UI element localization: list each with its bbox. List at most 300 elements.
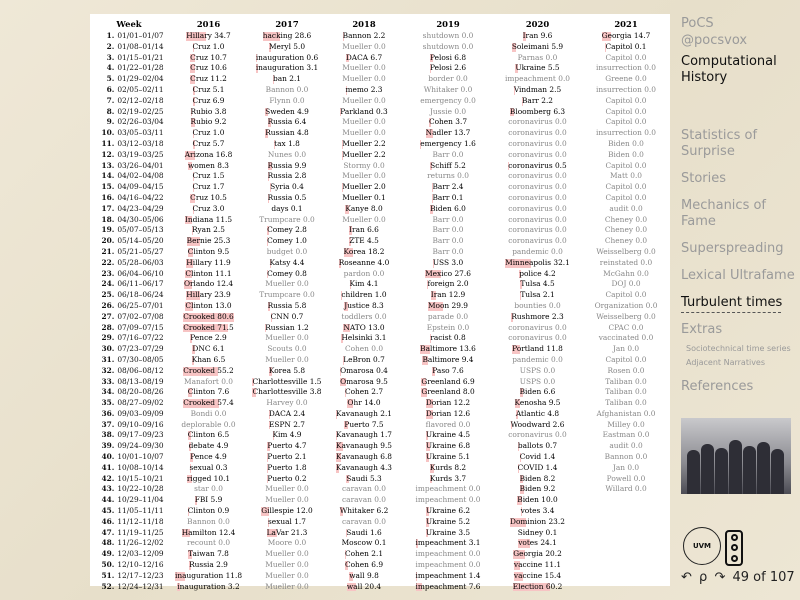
nav-adjacent-narratives[interactable]: Adjacent Narratives — [686, 358, 766, 367]
week-cell — [90, 258, 168, 269]
term-cell — [582, 409, 670, 420]
week-range: 06/04–06/10 — [117, 268, 164, 278]
term-text: Cruz 10.5 — [190, 192, 227, 202]
term-cell — [582, 258, 670, 269]
term-cell — [325, 312, 403, 323]
term-text: Capitol 0.0 — [605, 52, 647, 62]
term-text: debate 4.9 — [188, 441, 229, 451]
term-text: Kenosha 9.5 — [514, 398, 561, 408]
nav-sociotechnical-time-series[interactable]: Sociotechnical time series — [686, 344, 791, 353]
term-text: Moscow 0.1 — [341, 538, 387, 548]
term-text: Kavanaugh 9.5 — [335, 441, 393, 451]
term-text: impeachment 0.0 — [505, 74, 570, 84]
term-cell — [325, 204, 403, 215]
week-number: 9. — [106, 117, 115, 127]
term-cell — [325, 31, 403, 42]
term-cell — [168, 31, 249, 42]
term-cell — [325, 182, 403, 193]
term-cell — [493, 31, 582, 42]
term-text: Cruz 1.7 — [192, 182, 225, 192]
week-number: 15. — [101, 182, 115, 192]
table-row — [90, 441, 670, 452]
term-text: Pence 4.9 — [190, 452, 227, 462]
term-text: Charlottesville 1.5 — [252, 376, 322, 386]
week-range: 10/08–10/14 — [117, 462, 164, 472]
term-cell — [168, 409, 249, 420]
week-range: 05/21–05/27 — [117, 246, 164, 256]
term-cell — [249, 225, 325, 236]
week-cell — [90, 279, 168, 290]
nav-references[interactable]: References — [681, 379, 754, 394]
term-cell — [249, 182, 325, 193]
term-cell — [493, 538, 582, 549]
term-cell — [325, 430, 403, 441]
week-cell — [90, 74, 168, 85]
term-cell — [403, 150, 493, 161]
term-text: Hillary 11.9 — [186, 257, 231, 267]
week-range: 07/23–07/29 — [117, 344, 164, 354]
term-text: Paso 7.6 — [432, 365, 464, 375]
week-cell — [90, 420, 168, 431]
nav-stories[interactable]: Stories — [681, 171, 727, 186]
term-text: Capitol 0.0 — [605, 95, 647, 105]
term-text: Dorian 12.6 — [425, 408, 471, 418]
term-text: Cruz 5.7 — [192, 138, 225, 148]
term-text: DACA 2.4 — [268, 408, 306, 418]
term-text: Mueller 0.0 — [265, 279, 309, 289]
nav-lexical-ultrafame[interactable]: Lexical Ultrafame — [681, 268, 795, 283]
term-cell — [582, 63, 670, 74]
term-cell — [403, 247, 493, 258]
week-cell — [90, 247, 168, 258]
term-cell — [403, 366, 493, 377]
term-text: Bannon 0.0 — [265, 84, 309, 94]
term-text: impeachment 7.6 — [415, 581, 481, 591]
term-text: Iran 9.6 — [522, 31, 553, 40]
term-text: Weisselberg 0.0 — [596, 311, 656, 321]
term-cell — [249, 279, 325, 290]
term-cell — [582, 463, 670, 474]
term-text: Ryan 2.5 — [192, 225, 225, 235]
term-text: Mueller 0.0 — [265, 581, 309, 591]
term-cell — [249, 506, 325, 517]
term-cell — [493, 236, 582, 247]
term-cell — [582, 355, 670, 366]
term-text: racist 0.8 — [430, 333, 466, 343]
term-cell — [249, 193, 325, 204]
week-range: 06/11–06/17 — [117, 279, 164, 289]
term-cell — [325, 258, 403, 269]
term-text: Capitol 0.1 — [605, 41, 647, 51]
term-cell — [168, 387, 249, 398]
term-text: Biden 9.2 — [519, 484, 556, 494]
term-text: Russia 6.4 — [267, 117, 307, 127]
term-text: Scouts 0.0 — [267, 344, 307, 354]
term-text: police 4.2 — [519, 268, 556, 278]
term-cell — [249, 171, 325, 182]
term-text: Cohen 2.1 — [344, 549, 384, 559]
term-cell — [249, 452, 325, 463]
search-icon[interactable]: ρ — [699, 570, 708, 585]
term-cell — [403, 204, 493, 215]
term-cell — [249, 571, 325, 582]
term-cell — [582, 528, 670, 539]
term-text: coronavirus 0.0 — [508, 171, 567, 181]
week-cell — [90, 366, 168, 377]
term-cell — [168, 161, 249, 172]
term-text: Cheney 0.0 — [604, 225, 648, 235]
term-text: Justice 8.3 — [344, 300, 384, 310]
term-cell — [168, 290, 249, 301]
term-text: Sidney 0.1 — [517, 527, 558, 537]
term-cell — [403, 128, 493, 139]
term-text: Tulsa 4.5 — [520, 279, 555, 289]
nav-mechanics-of-fame[interactable]: Mechanics of Fame — [681, 198, 767, 229]
term-text: coronavirus 0.0 — [508, 149, 567, 159]
week-cell — [90, 290, 168, 301]
term-text: border 0.0 — [428, 74, 468, 84]
term-text: USPS 0.0 — [519, 376, 556, 386]
week-cell — [90, 549, 168, 560]
term-text: Barr 0.0 — [432, 246, 464, 256]
term-text: impeachment 0.0 — [415, 495, 481, 505]
week-cell — [90, 582, 168, 593]
term-text: Schiff 5.2 — [430, 160, 466, 170]
term-text: DACA 6.7 — [345, 52, 383, 62]
term-text: Mueller 0.0 — [265, 549, 309, 559]
term-cell — [582, 290, 670, 301]
term-text: Bloomberg 6.3 — [509, 106, 566, 116]
term-text: Ukraine 3.5 — [425, 527, 471, 537]
week-range: 12/24–12/31 — [117, 581, 164, 591]
term-text: Capitol 0.0 — [605, 354, 647, 364]
week-range: 06/18–06/24 — [117, 290, 164, 300]
term-cell — [493, 96, 582, 107]
term-cell — [582, 549, 670, 560]
week-range: 09/03–09/09 — [117, 408, 164, 418]
term-cell — [168, 517, 249, 528]
week-number: 36. — [101, 408, 115, 418]
term-text: vaccine 15.4 — [513, 570, 562, 580]
table-row — [90, 506, 670, 517]
term-cell — [493, 128, 582, 139]
term-text: Mueller 0.0 — [265, 560, 309, 570]
term-text: Crooked 55.2 — [183, 365, 234, 375]
term-text: Greene 0.0 — [605, 74, 647, 84]
term-text: memo 2.3 — [345, 84, 383, 94]
term-text: DOJ 0.0 — [611, 279, 641, 289]
term-cell — [249, 484, 325, 495]
week-number: 23. — [101, 268, 115, 278]
week-cell — [90, 344, 168, 355]
term-cell — [325, 333, 403, 344]
table-row — [90, 236, 670, 247]
term-text: Kavanaugh 2.1 — [335, 408, 393, 418]
table-row — [90, 430, 670, 441]
term-text: Russia 5.8 — [267, 300, 307, 310]
term-cell — [325, 517, 403, 528]
table-row — [90, 63, 670, 74]
term-cell — [325, 215, 403, 226]
term-text: inauguration 3.2 — [177, 581, 240, 591]
term-cell — [403, 452, 493, 463]
term-cell — [168, 74, 249, 85]
term-cell — [493, 420, 582, 431]
term-text: Eastman 0.0 — [602, 430, 650, 440]
term-cell — [493, 377, 582, 388]
term-text: Minneapolis 32.1 — [505, 257, 570, 267]
term-text: impeachment 0.0 — [415, 549, 481, 559]
table-row — [90, 279, 670, 290]
brand-title[interactable]: PoCS — [681, 16, 714, 31]
term-cell — [249, 517, 325, 528]
term-cell — [403, 420, 493, 431]
term-text: emergency 0.0 — [420, 95, 476, 105]
term-cell — [493, 150, 582, 161]
table-row — [90, 193, 670, 204]
term-text: parade 0.0 — [427, 311, 469, 321]
week-cell — [90, 128, 168, 139]
term-text: Barr 0.0 — [432, 149, 464, 159]
term-cell — [493, 463, 582, 474]
term-text: ESPN 2.7 — [268, 419, 305, 429]
term-cell — [582, 538, 670, 549]
term-cell — [249, 387, 325, 398]
term-cell — [168, 225, 249, 236]
term-cell — [249, 74, 325, 85]
term-cell — [582, 85, 670, 96]
term-cell — [325, 236, 403, 247]
term-cell — [403, 571, 493, 582]
term-text: Kavanaugh 6.8 — [335, 452, 393, 462]
term-text: Biden 6.0 — [430, 203, 466, 213]
week-range: 10/22–10/28 — [117, 484, 164, 494]
table-row — [90, 538, 670, 549]
week-number: 19. — [101, 225, 115, 235]
term-text: Omarosa 0.4 — [340, 365, 388, 375]
term-text: Mueller 0.0 — [342, 63, 386, 73]
term-cell — [582, 107, 670, 118]
week-cell — [90, 323, 168, 334]
week-cell — [90, 528, 168, 539]
week-number: 1. — [106, 31, 115, 40]
term-cell — [325, 63, 403, 74]
term-text: Baltimore 13.6 — [420, 344, 476, 354]
week-range: 04/16–04/22 — [117, 192, 164, 202]
term-text: Ohr 14.0 — [347, 398, 381, 408]
term-text: Capitol 0.0 — [605, 160, 647, 170]
term-cell — [582, 582, 670, 593]
term-text: Bannon 0.0 — [187, 516, 230, 526]
term-cell — [403, 517, 493, 528]
week-number: 27. — [101, 311, 115, 321]
week-range: 10/29–11/04 — [117, 495, 164, 505]
term-cell — [168, 139, 249, 150]
term-cell — [493, 452, 582, 463]
term-text: impeachment 1.4 — [415, 570, 481, 580]
term-text: Afghanistan 0.0 — [596, 408, 656, 418]
term-cell — [493, 107, 582, 118]
term-cell — [325, 355, 403, 366]
term-text: pandemic 0.0 — [512, 246, 563, 256]
week-number: 49. — [101, 549, 115, 559]
term-text: Russian 4.8 — [265, 128, 309, 138]
term-cell — [249, 398, 325, 409]
term-text: caravan 0.0 — [342, 495, 386, 505]
term-cell — [249, 430, 325, 441]
back-icon[interactable]: ↶ — [681, 570, 692, 585]
term-text: Arizona 16.8 — [184, 149, 233, 159]
term-cell — [582, 215, 670, 226]
term-cell — [325, 269, 403, 280]
term-cell — [403, 528, 493, 539]
table-row — [90, 85, 670, 96]
term-cell — [325, 85, 403, 96]
term-cell — [249, 420, 325, 431]
week-cell — [90, 117, 168, 128]
term-text: sexual 1.7 — [268, 516, 306, 526]
term-text: Biden 6.6 — [519, 387, 556, 397]
term-text: pandemic 0.0 — [512, 354, 563, 364]
term-cell — [168, 193, 249, 204]
term-text: Barr 2.4 — [432, 182, 464, 192]
week-range: 04/02–04/08 — [117, 171, 164, 181]
term-text: Mueller 2.0 — [342, 182, 386, 192]
table-row — [90, 463, 670, 474]
term-text: tax 1.8 — [274, 138, 300, 148]
term-text: Barr 0.0 — [432, 225, 464, 235]
term-cell — [493, 215, 582, 226]
term-text: Vindman 2.5 — [513, 84, 562, 94]
table-row — [90, 290, 670, 301]
week-number: 17. — [101, 203, 115, 213]
term-cell — [168, 258, 249, 269]
week-cell — [90, 171, 168, 182]
term-cell — [403, 377, 493, 388]
term-cell — [493, 269, 582, 280]
term-text: Willard 0.0 — [605, 484, 647, 494]
table-row — [90, 560, 670, 571]
term-cell — [168, 463, 249, 474]
term-cell — [325, 549, 403, 560]
term-cell — [325, 463, 403, 474]
term-cell — [403, 484, 493, 495]
complex-systems-logo — [725, 530, 743, 566]
term-text: Clinton 6.5 — [187, 430, 230, 440]
term-cell — [403, 117, 493, 128]
week-range: 06/25–07/01 — [117, 300, 164, 310]
term-cell — [249, 582, 325, 593]
term-text: Ukraine 4.5 — [425, 430, 471, 440]
term-cell — [403, 107, 493, 118]
week-cell — [90, 571, 168, 582]
term-text: Whitaker 6.2 — [339, 506, 389, 516]
term-text: audit 0.0 — [609, 203, 643, 213]
table-row — [90, 269, 670, 280]
term-cell — [325, 571, 403, 582]
week-range: 03/19–03/25 — [117, 149, 164, 159]
term-text: FBI 5.9 — [194, 495, 223, 505]
week-number: 42. — [101, 473, 115, 483]
week-cell — [90, 495, 168, 506]
term-cell — [249, 139, 325, 150]
term-text: foreign 2.0 — [427, 279, 469, 289]
term-cell — [168, 247, 249, 258]
forward-icon[interactable]: ↷ — [714, 570, 726, 585]
term-cell — [403, 323, 493, 334]
term-cell — [582, 128, 670, 139]
term-text: vaccinated 0.0 — [598, 333, 654, 343]
week-range: 05/14–05/20 — [117, 236, 164, 246]
term-cell — [249, 333, 325, 344]
term-cell — [493, 53, 582, 64]
term-text: Taliban 0.0 — [605, 387, 647, 397]
term-cell — [168, 355, 249, 366]
term-cell — [168, 96, 249, 107]
term-text: Cruz 10.7 — [190, 52, 227, 62]
term-cell — [168, 430, 249, 441]
week-cell — [90, 377, 168, 388]
term-cell — [403, 85, 493, 96]
week-cell — [90, 333, 168, 344]
course-title[interactable]: Computational History — [681, 54, 777, 85]
week-cell — [90, 560, 168, 571]
table-row — [90, 161, 670, 172]
week-range: 08/20–08/26 — [117, 387, 164, 397]
term-text: Moon 29.9 — [427, 300, 469, 310]
term-cell — [582, 484, 670, 495]
term-cell — [403, 333, 493, 344]
term-text: Cohen 0.0 — [344, 344, 384, 354]
header-year-2020: 2020 — [525, 19, 550, 29]
table-row — [90, 42, 670, 53]
nav-extras[interactable]: Extras — [681, 322, 723, 337]
term-cell — [325, 279, 403, 290]
term-cell — [249, 474, 325, 485]
term-cell — [493, 161, 582, 172]
week-range: 07/16–07/22 — [117, 333, 164, 343]
term-text: Cruz 1.0 — [192, 41, 225, 51]
term-cell — [249, 409, 325, 420]
week-cell — [90, 53, 168, 64]
nav-turbulent-times[interactable]: Turbulent times — [681, 295, 783, 310]
term-cell — [493, 290, 582, 301]
term-text: Whitaker 0.0 — [423, 84, 473, 94]
term-text: Barr 0.0 — [432, 214, 464, 224]
term-text: ZTE 4.5 — [349, 236, 379, 246]
term-cell — [582, 42, 670, 53]
term-cell — [403, 430, 493, 441]
brand-handle[interactable]: @pocsvox — [681, 33, 748, 48]
term-text: Cruz 6.9 — [192, 95, 225, 105]
nav-superspreading[interactable]: Superspreading — [681, 241, 784, 256]
term-cell — [325, 171, 403, 182]
term-text: Mueller 0.0 — [342, 74, 386, 84]
week-range: 01/01–01/07 — [117, 31, 164, 40]
term-text: Capitol 0.0 — [605, 117, 647, 127]
term-text: McGahn 0.0 — [603, 268, 649, 278]
nav-statistics-of-surprise[interactable]: Statistics of Surprise — [681, 128, 758, 159]
term-cell — [493, 474, 582, 485]
term-text: LeBron 0.7 — [343, 354, 385, 364]
term-text: coronavirus 0.0 — [508, 192, 567, 202]
week-number: 13. — [101, 160, 115, 170]
term-cell — [249, 107, 325, 118]
term-text: coronavirus 0.0 — [508, 236, 567, 246]
term-text: Moore 0.0 — [267, 538, 307, 548]
week-cell — [90, 139, 168, 150]
term-cell — [249, 236, 325, 247]
